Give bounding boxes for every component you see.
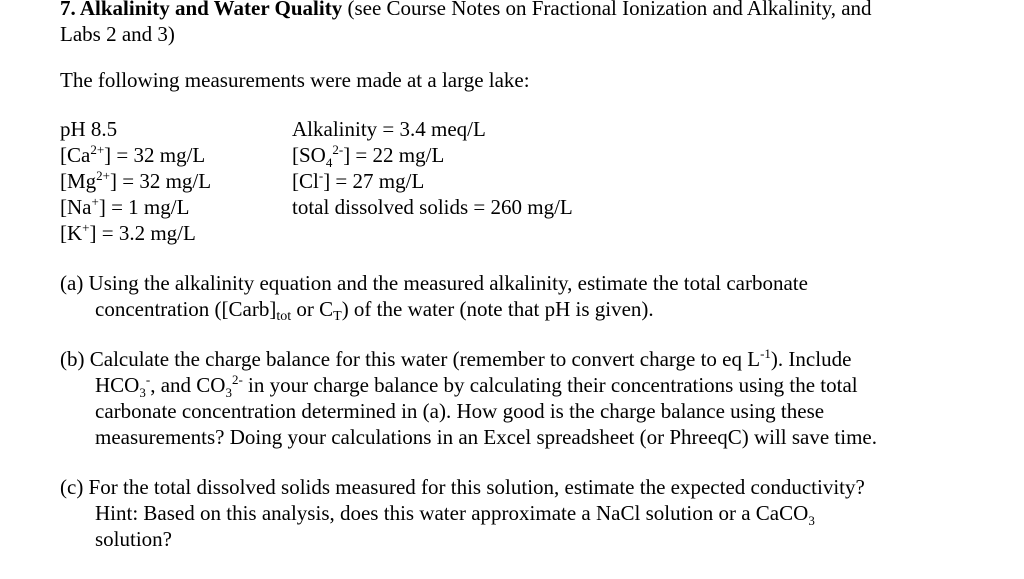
document (60, 0, 1010, 552)
part-b-line3: carbonate concentration determined in (a). How good is the charge balance using these (95, 399, 825, 423)
part-c-line1: (c) For the total dissolved solids measured for this solution, estimate the expected conductivity? (60, 475, 865, 499)
calcium-value: $[Ca^{2+}] = 32$ mg/L (60, 142, 206, 167)
potassium-value: [K+] = 3.2 mg/L (60, 220, 196, 245)
question-title-rest: (see Course Notes on Fractional Ionization and Alkalinity, and (342, 0, 872, 20)
part-a-line2: concentration ([Carb]tot or CT) of the water (note that pH is given). (95, 297, 654, 324)
sodium-value: [Na+] = 1 mg/L (60, 194, 190, 219)
ph-value: pH 8.5 (60, 117, 118, 141)
measurements-block (60, 116, 1010, 246)
cation-column (60, 116, 211, 246)
chloride-value: [Cl-] = 27 mg/L (292, 168, 425, 193)
sulfate-value: $[SO_4^{2-}] = 22$ mg/L (292, 142, 445, 170)
part-a-line1: (a) Using the alkalinity equation and the measured alkalinity, estimate the total carbonate (60, 271, 808, 295)
part-b-line4: measurements? Doing your calculations in an Excel spreadsheet (or PhreeqC) will save time. (95, 425, 878, 449)
part-b-line2: $HCO_3^-$, and $CO_3^{2-}$ in your charge balance by calculating their concentrations using the total (95, 372, 858, 400)
part-c (60, 474, 1010, 552)
part-b (60, 346, 1010, 450)
magnesium-value: $[Mg^{2+}] = 32$ mg/L (60, 168, 212, 193)
part-c-line3: solution? (95, 527, 172, 551)
question-title: 7. Alkalinity and Water Quality (60, 0, 343, 20)
part-b-line1: (b) Calculate the charge balance for this water (remember to convert charge to eq $L^{-1}$). Include (60, 346, 852, 371)
intro-text: The following measurements were made at a large lake: (60, 68, 530, 92)
question-heading (60, 0, 1010, 47)
part-a (60, 270, 1010, 322)
tds-value: total dissolved solids = 260 mg/L (292, 195, 573, 219)
anion-column (292, 116, 573, 220)
question-title-line2: Labs 2 and 3) (60, 22, 175, 46)
part-c-line2: Hint: Based on this analysis, does this water approximate a NaCl solution or a CaCO$_3$ (95, 501, 815, 528)
alkalinity-value: Alkalinity = 3.4 meq/L (292, 117, 486, 141)
